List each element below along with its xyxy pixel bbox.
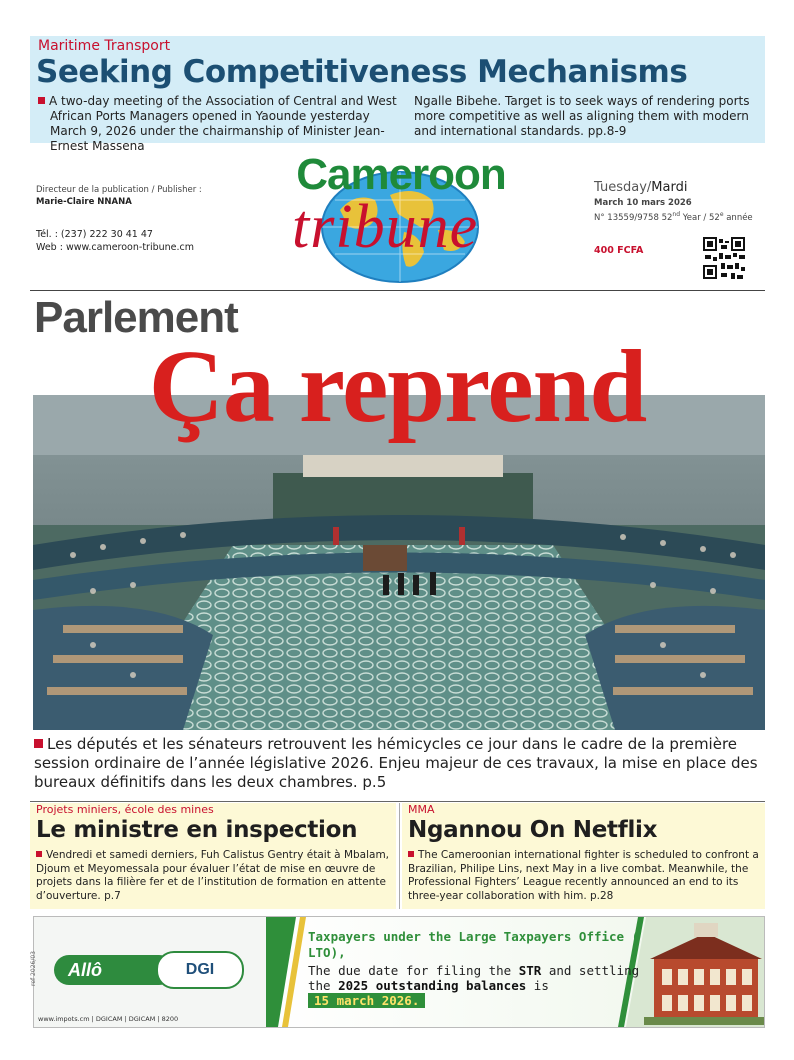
ad-text-part: The due date for filing the [308, 963, 519, 978]
top-banner-kicker: Maritime Transport [38, 38, 171, 54]
top-banner-text-b: Ngalle Bibehe. Target is to seek ways of rendering ports more competitive as well as aligning them with modern and international standards. pp.8-9 [414, 94, 750, 138]
issue-number [594, 211, 764, 223]
phone-number: Tél. : (237) 222 30 41 47 [36, 229, 153, 240]
ad-side-code: ref 2026/03 [29, 951, 37, 986]
issue-number-text: N° 13559/9758 [594, 212, 659, 223]
building-icon [644, 919, 764, 1025]
ad-text-part: is [526, 978, 549, 993]
ad-dgi-logo: DGI [156, 951, 244, 989]
story-mining[interactable] [30, 803, 396, 909]
year-fr-number: 52 [708, 212, 720, 223]
story-mma-kicker: MMA [408, 803, 435, 816]
year-en-suffix: nd [672, 211, 681, 218]
ad-footer-contacts: www.impots.cm | DGICAM | DGICAM | 8200 [38, 1015, 179, 1023]
logo-cameroon-text: Cameroon [296, 150, 506, 199]
story-column-divider [399, 803, 400, 909]
top-banner-headline: Seeking Competitiveness Mechanisms [36, 54, 688, 90]
qr-code-icon[interactable] [703, 237, 745, 279]
website-link[interactable]: Web : www.cameroon-tribune.cm [36, 242, 195, 253]
parliament-photo [33, 395, 765, 730]
main-story-text: Les députés et les sénateurs retrouvent les hémicycles ce jour dans le cadre de la première session ordinaire de l’année législative 2026. Enjeu majeur de ces travaux, la mise en place des bureaux définitifs dans les deux chambres. p.5 [34, 735, 758, 791]
ad-message [308, 963, 668, 1008]
ad-deadline-badge: 15 march 2026. [308, 993, 425, 1008]
day-en: Tuesday [594, 180, 647, 195]
publisher-block [36, 184, 236, 208]
story-mining-headline: Le ministre en inspection [36, 817, 358, 843]
ad-text-balances: 2025 outstanding balances [338, 978, 527, 993]
story-mining-text: Vendredi et samedi derniers, Fuh Calistus Gentry était à Mbalam, Djoum et Meyomessala pour évaluer l’état de mise en œuvre de projets dans la filière fer et de l’institution de formation en attente d’ouverture. p.7 [36, 849, 390, 902]
main-kicker: Parlement [34, 293, 238, 342]
bullet-square-icon [38, 97, 45, 104]
ad-message-panel [266, 917, 764, 1027]
tax-advertisement[interactable] [29, 916, 765, 1028]
masthead-divider [30, 290, 765, 291]
top-banner-text-a: A two-day meeting of the Association of Central and West African Ports Managers opened in Yaounde yesterday March 9, 2026 under the chairmanship of Minister Jean-Ernest Massena [49, 94, 397, 153]
day-fr: Mardi [651, 180, 688, 195]
ad-logo-panel [29, 917, 266, 1027]
story-mining-kicker: Projets miniers, école des mines [36, 803, 214, 816]
year-en-word: Year / [682, 212, 707, 223]
contacts-block [36, 228, 194, 254]
story-mma[interactable] [402, 803, 765, 909]
main-story-body [34, 735, 769, 792]
story-mma-text: The Cameroonian international fighter is scheduled to confront a Brazilian, Philipe Lins, next May in a live combat. Meanwhile, the Professional Fighters’ League recently announced an end to its three-year collaboration with him. p.28 [408, 849, 759, 902]
publisher-name: Marie-Claire NNANA [36, 197, 132, 207]
section-divider [30, 801, 765, 802]
price-tag: 400 FCFA [594, 245, 644, 256]
issue-date: March 10 mars 2026 [594, 198, 692, 208]
ad-title: Taxpayers under the Large Taxpayers Office ( LTO), [308, 929, 640, 960]
bullet-square-icon [36, 851, 42, 857]
main-headline: Ça reprend [148, 329, 647, 444]
year-en-number: 52 [661, 212, 673, 223]
date-block [594, 180, 764, 223]
year-fr-suffix: e [719, 211, 724, 218]
story-mma-body [408, 849, 764, 903]
day-separator: / [646, 180, 652, 195]
top-banner [30, 36, 765, 153]
ad-allo-logo: Allô [54, 955, 174, 985]
parliament-chamber-illustration [33, 395, 765, 730]
story-mining-body [36, 849, 392, 903]
ad-text-part: and settling the [308, 963, 640, 993]
year-fr-word: année [726, 212, 753, 223]
newspaper-logo [262, 148, 538, 286]
bullet-square-icon [34, 739, 43, 748]
day-of-week [594, 180, 764, 195]
top-banner-column-a [38, 94, 400, 154]
bullet-square-icon [408, 851, 414, 857]
publisher-label: Directeur de la publication / Publisher : [36, 185, 202, 195]
logo-tribune-text: tribune [292, 193, 479, 261]
story-mma-headline: Ngannou On Netflix [408, 817, 658, 843]
ad-text-str: STR [518, 963, 542, 978]
